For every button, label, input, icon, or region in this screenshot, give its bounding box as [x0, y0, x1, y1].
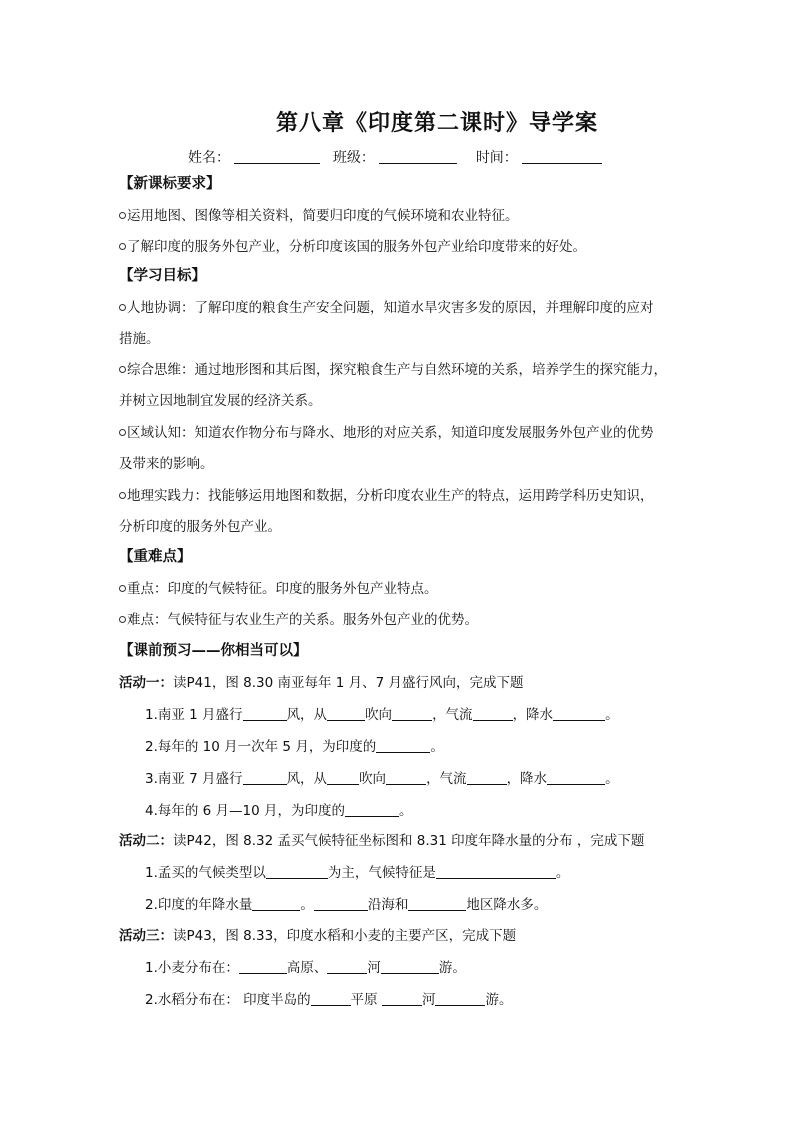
answer-blank[interactable]: [327, 771, 359, 785]
goal-item-cont: 及带来的影响。: [119, 456, 214, 472]
answer-blank[interactable]: [435, 992, 485, 1006]
goal-item: 地理实践力：找能够运用地图和数据，分析印度农业生产的特点，运用跨学科历史知识，: [119, 484, 654, 504]
answer-blank[interactable]: [376, 739, 430, 753]
section-heading-key-points: 【重难点】: [119, 549, 192, 565]
activity-1-question-2: 2.每年的 10 月一次年 5 月，为印度的 。: [145, 739, 444, 755]
answer-blank[interactable]: [436, 865, 556, 879]
activity-1-header: 活动一：读P41，图 8.30 南亚每年 1 月、7 月盛行风向，完成下题: [119, 675, 524, 691]
goal-item: 区域认知：知道农作物分布与降水、地形的对应关系，知道印度发展服务外包产业的优势: [119, 421, 654, 441]
answer-blank[interactable]: [392, 707, 432, 721]
answer-blank[interactable]: [327, 960, 367, 974]
bullet-icon: [119, 492, 126, 499]
section-heading-requirements: 【新课标要求】: [119, 176, 221, 192]
answer-blank[interactable]: [408, 897, 466, 911]
activity-2-header: 活动二：读P42，图 8.32 孟买气候特征坐标图和 8.31 印度年降水量的分布 ，完成下题: [119, 833, 645, 849]
answer-blank[interactable]: [381, 960, 439, 974]
answer-blank[interactable]: [553, 707, 605, 721]
activity-1-question-4: 4.每年的 6 月—10 月，为印度的 。: [145, 803, 413, 819]
class-label: 班级：: [332, 150, 375, 166]
activity-3-header: 活动三：读P43，图 8.33，印度水稻和小麦的主要产区，完成下题: [119, 928, 517, 944]
activity-3-question-1: 1.小麦分布在： 高原、 河 游。: [145, 960, 466, 976]
answer-blank[interactable]: [311, 992, 351, 1006]
page-title: 第八章《印度第二课时》导学案: [275, 110, 598, 136]
bullet-icon: [119, 304, 126, 311]
answer-blank[interactable]: [243, 707, 287, 721]
answer-blank[interactable]: [314, 897, 368, 911]
goal-item: 人地协调：了解印度的粮食生产安全问题，知道水旱灾害多发的原因，并理解印度的应对: [119, 296, 654, 316]
goal-item-cont: 分析印度的服务外包产业。: [119, 519, 281, 535]
student-info-row: [188, 147, 602, 167]
answer-blank[interactable]: [252, 897, 300, 911]
bullet-icon: [119, 243, 126, 250]
answer-blank[interactable]: [547, 771, 605, 785]
bullet-icon: [119, 429, 126, 436]
section-heading-goals: 【学习目标】: [119, 268, 206, 284]
activity-1-question-3: 3.南亚 7 月盛行 风，从 吹向 ，气流 ，降水 。: [145, 771, 619, 787]
time-blank: [522, 149, 602, 164]
answer-blank[interactable]: [386, 771, 426, 785]
key-point-item: 重点：印度的气候特征。印度的服务外包产业特点。: [119, 577, 438, 597]
section-heading-preview: 【课前预习——你相当可以】: [119, 643, 308, 659]
key-point-item: 难点：气候特征与农业生产的关系。服务外包产业的优势。: [119, 608, 478, 628]
answer-blank[interactable]: [266, 865, 328, 879]
activity-2-question-1: 1.孟买的气候类型以 为主，气候特征是 。: [145, 865, 570, 881]
activity-2-question-2: 2.印度的年降水量 。 沿海和 地区降水多。: [145, 897, 548, 913]
requirement-item: 了解印度的服务外包产业，分析印度该国的服务外包产业给印度带来的好处。: [119, 235, 586, 255]
goal-item-cont: 措施。: [119, 331, 160, 347]
bullet-icon: [119, 212, 126, 219]
goal-item-cont: 并树立因地制宜发展的经济关系。: [119, 393, 322, 409]
answer-blank[interactable]: [327, 707, 365, 721]
answer-blank[interactable]: [467, 771, 507, 785]
name-blank: [234, 149, 320, 164]
answer-blank[interactable]: [473, 707, 513, 721]
goal-item: 综合思维：通过地形图和其后图，探究粮食生产与自然环境的关系，培养学生的探究能力，: [119, 358, 667, 378]
bullet-icon: [119, 616, 126, 623]
name-label: 姓名：: [188, 150, 230, 166]
bullet-icon: [119, 585, 126, 592]
class-blank: [379, 149, 457, 164]
activity-3-question-2: 2.水稻分布在： 印度半岛的 平原 河 游。: [145, 992, 513, 1008]
activity-1-question-1: 1.南亚 1 月盛行 风，从 吹向 ，气流 ，降水 。: [145, 707, 619, 723]
bullet-icon: [119, 366, 126, 373]
answer-blank[interactable]: [243, 771, 287, 785]
answer-blank[interactable]: [239, 960, 287, 974]
answer-blank[interactable]: [382, 992, 422, 1006]
answer-blank[interactable]: [345, 803, 399, 817]
requirement-item: 运用地图、图像等相关资料，简要归印度的气候环境和农业特征。: [119, 204, 519, 224]
time-label: 时间：: [475, 150, 518, 166]
